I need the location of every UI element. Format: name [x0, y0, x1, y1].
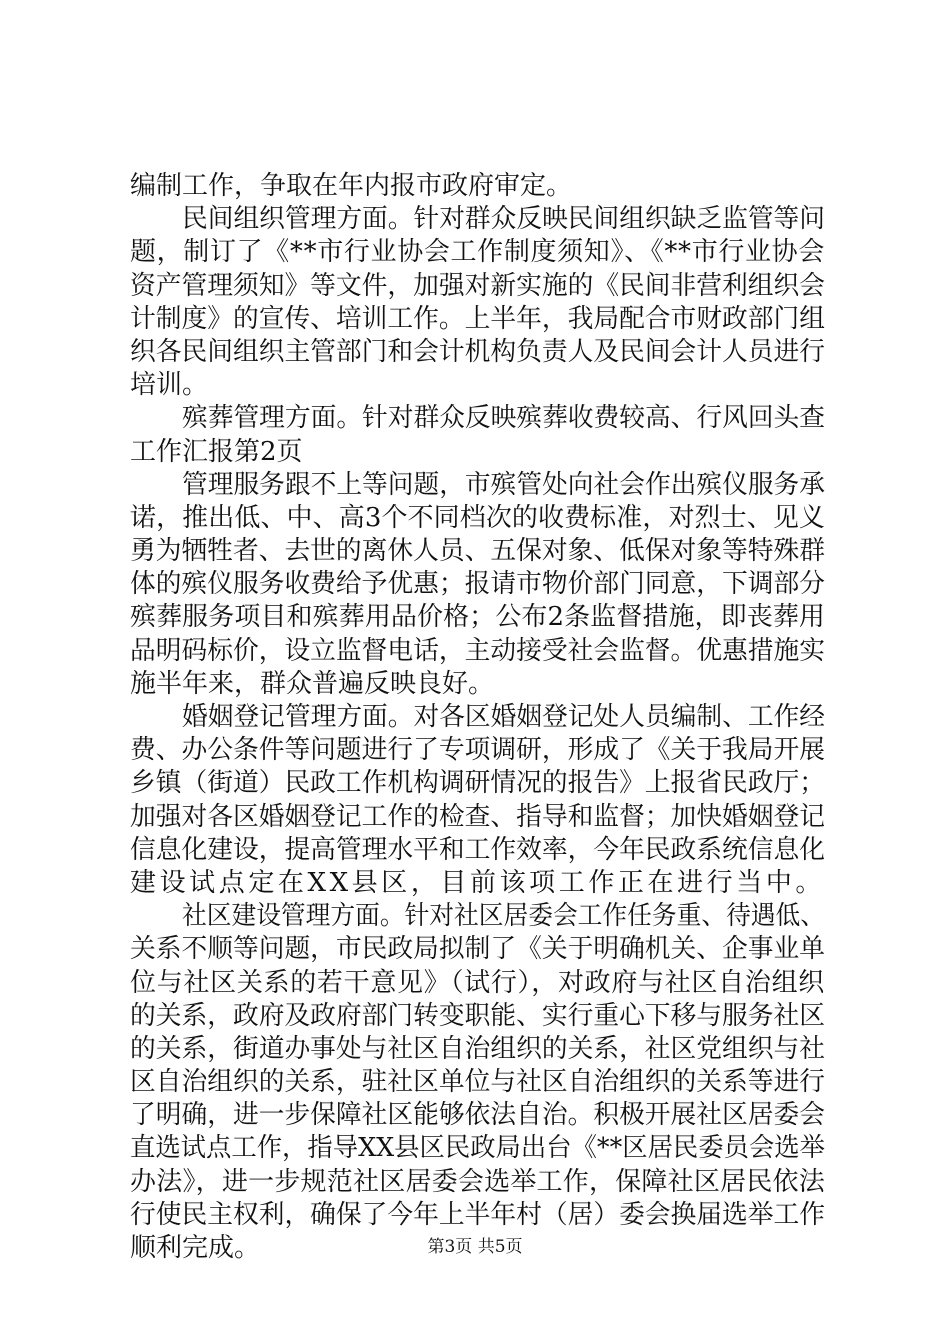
text-line: 行使民主权利，确保了今年上半年村（居）委会换届选举工作 — [130, 1199, 825, 1230]
text-line: 费、办公条件等问题进行了专项调研，形成了《关于我局开展 — [130, 735, 825, 766]
text-line: 勇为牺牲者、去世的离休人员、五保对象、低保对象等特殊群 — [130, 536, 825, 567]
text-line: 直选试点工作，指导XX县区民政局出台《**区居民委员会选举 — [130, 1133, 825, 1164]
paragraph-first-line: 婚姻登记管理方面。对各区婚姻登记处人员编制、工作经 — [182, 702, 825, 732]
text-line: 加强对各区婚姻登记工作的检查、指导和监督；加快婚姻登记 — [130, 801, 825, 832]
text-line: 体的殡仪服务收费给予优惠；报请市物价部门同意，下调部分 — [130, 569, 825, 600]
text-line: 顺利完成。 — [130, 1233, 261, 1263]
page-footer: 第3页 共5页 — [427, 1237, 523, 1257]
text-line: 编制工作，争取在年内报市政府审定。 — [130, 171, 573, 201]
text-line: 计制度》的宣传、培训工作。上半年，我局配合市财政部门组 — [130, 303, 825, 334]
text-line: 资产管理须知》等文件，加强对新实施的《民间非营利组织会 — [130, 270, 825, 301]
text-line: 关系不顺等问题，市民政局拟制了《关于明确机关、企事业单 — [130, 934, 825, 965]
text-line: 施半年来，群众普遍反映良好。 — [130, 668, 495, 699]
paragraph-first-line: 民间组织管理方面。针对群众反映民间组织缺乏监管等问 — [182, 204, 825, 235]
text-line: 区自治组织的关系，驻社区单位与社区自治组织的关系等进行 — [130, 1067, 825, 1098]
paragraph-first-line: 殡葬管理方面。针对群众反映殡葬收费较高、行风回头查 — [182, 403, 825, 434]
text-line: 位与社区关系的若干意见》（试行），对政府与社区自治组织 — [130, 967, 825, 998]
text-line: 的关系，政府及政府部门转变职能、实行重心下移与服务社区 — [130, 1000, 825, 1031]
text-line: 办法》，进一步规范社区居委会选举工作，保障社区居民依法 — [130, 1166, 825, 1197]
text-line: 建设试点定在XX县区，目前该项工作正在进行当中。 — [130, 867, 825, 898]
text-line: 品明码标价，设立监督电话，主动接受社会监督。优惠措施实 — [130, 635, 825, 666]
document-body — [130, 170, 825, 1265]
text-line: 了明确，进一步保障社区能够依法自治。积极开展社区居委会 — [130, 1100, 825, 1131]
text-line: 乡镇（街道）民政工作机构调研情况的报告》上报省民政厅； — [130, 768, 825, 799]
text-line: 信息化建设，提高管理水平和工作效率，今年民政系统信息化 — [130, 834, 825, 865]
text-line: 培训。 — [130, 370, 209, 401]
paragraph-first-line: 社区建设管理方面。针对社区居委会工作任务重、待遇低、 — [182, 901, 825, 932]
paragraph-first-line: 管理服务跟不上等问题，市殡管处向社会作出殡仪服务承 — [182, 469, 825, 500]
text-line: 诺，推出低、中、高3个不同档次的收费标准，对烈士、见义 — [130, 502, 825, 533]
text-line: 的关系，街道办事处与社区自治组织的关系，社区党组织与社 — [130, 1033, 825, 1064]
text-line: 题，制订了《**市行业协会工作制度须知》、《**市行业协会 — [130, 237, 825, 268]
text-line: 殡葬服务项目和殡葬用品价格；公布2条监督措施，即丧葬用 — [130, 602, 825, 633]
text-line: 织各民间组织主管部门和会计机构负责人及民间会计人员进行 — [130, 336, 825, 367]
text-line: 工作汇报第2页 — [130, 436, 303, 467]
